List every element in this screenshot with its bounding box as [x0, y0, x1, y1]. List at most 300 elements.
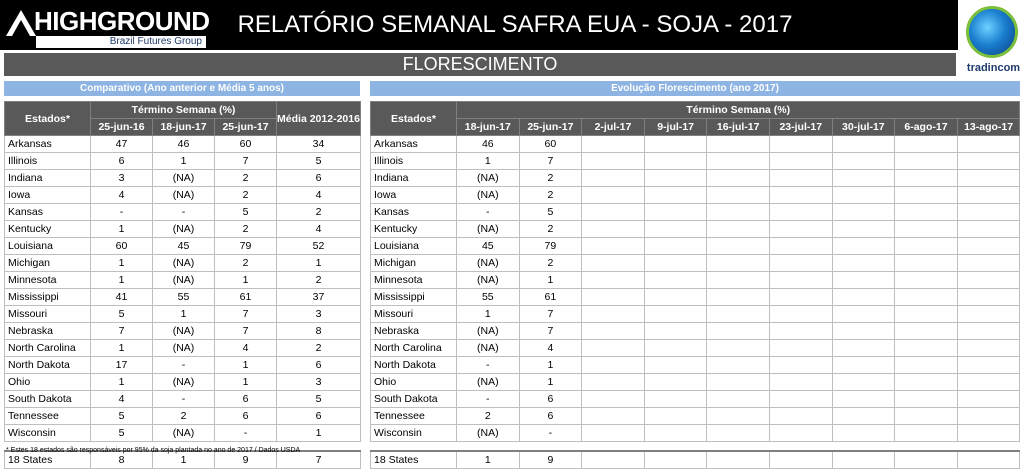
value-cell — [582, 408, 645, 425]
value-cell: 9 — [519, 451, 582, 469]
value-cell: (NA) — [457, 340, 520, 357]
value-cell: 5 — [91, 306, 153, 323]
value-cell: 61 — [215, 289, 277, 306]
value-cell: 1 — [457, 451, 520, 469]
value-cell — [832, 204, 895, 221]
value-cell: 3 — [277, 374, 361, 391]
right-table-band: Evolução Florescimento (ano 2017) — [370, 81, 1020, 96]
table-row — [371, 425, 1020, 442]
value-cell — [769, 272, 832, 289]
state-name: Ohio — [5, 374, 91, 391]
col-header-estados: Estados* — [5, 102, 91, 136]
table-row — [371, 238, 1020, 255]
table-row — [371, 153, 1020, 170]
value-cell: 5 — [519, 204, 582, 221]
state-name: Mississippi — [371, 289, 457, 306]
value-cell: 7 — [91, 323, 153, 340]
value-cell: (NA) — [153, 374, 215, 391]
value-cell — [707, 451, 770, 469]
value-cell — [582, 238, 645, 255]
value-cell — [895, 170, 958, 187]
table-row — [5, 153, 361, 170]
value-cell — [957, 187, 1020, 204]
value-cell — [582, 374, 645, 391]
value-cell — [644, 136, 707, 153]
value-cell — [644, 255, 707, 272]
date-header: 30-jul-17 — [832, 119, 895, 136]
value-cell: - — [457, 204, 520, 221]
value-cell: 17 — [91, 357, 153, 374]
state-name: Missouri — [371, 306, 457, 323]
table-row — [5, 357, 361, 374]
state-name: Arkansas — [5, 136, 91, 153]
table-row — [5, 221, 361, 238]
value-cell — [644, 340, 707, 357]
value-cell: 2 — [215, 221, 277, 238]
table-row — [371, 136, 1020, 153]
value-cell: (NA) — [457, 221, 520, 238]
value-cell — [895, 289, 958, 306]
value-cell — [895, 425, 958, 442]
value-cell — [582, 306, 645, 323]
value-cell — [644, 204, 707, 221]
state-name: North Dakota — [5, 357, 91, 374]
value-cell — [707, 374, 770, 391]
value-cell — [644, 170, 707, 187]
value-cell — [832, 221, 895, 238]
value-cell: 55 — [153, 289, 215, 306]
value-cell: 4 — [277, 221, 361, 238]
value-cell — [769, 221, 832, 238]
value-cell — [769, 391, 832, 408]
table-row — [5, 238, 361, 255]
state-name: Michigan — [371, 255, 457, 272]
value-cell: - — [519, 425, 582, 442]
value-cell — [644, 187, 707, 204]
value-cell: 34 — [277, 136, 361, 153]
value-cell: 2 — [153, 408, 215, 425]
value-cell — [644, 238, 707, 255]
value-cell — [895, 340, 958, 357]
value-cell — [644, 323, 707, 340]
value-cell — [582, 187, 645, 204]
value-cell: 1 — [519, 374, 582, 391]
spacer-row — [371, 442, 1020, 452]
table-row — [371, 391, 1020, 408]
state-name: Indiana — [5, 170, 91, 187]
date-header: 23-jul-17 — [769, 119, 832, 136]
value-cell: 2 — [215, 255, 277, 272]
value-cell: 1 — [277, 425, 361, 442]
value-cell: 1 — [153, 306, 215, 323]
value-cell: 7 — [215, 306, 277, 323]
table-row — [5, 136, 361, 153]
col-header-estados: Estados* — [371, 102, 457, 136]
value-cell — [769, 323, 832, 340]
value-cell — [769, 187, 832, 204]
value-cell: 5 — [277, 391, 361, 408]
evolution-table — [370, 101, 1020, 469]
state-name: South Dakota — [371, 391, 457, 408]
value-cell: 60 — [91, 238, 153, 255]
value-cell: 6 — [91, 153, 153, 170]
value-cell: 1 — [519, 272, 582, 289]
value-cell — [895, 255, 958, 272]
value-cell — [895, 306, 958, 323]
table-row — [5, 374, 361, 391]
value-cell: 5 — [91, 425, 153, 442]
state-name: South Dakota — [5, 391, 91, 408]
state-name: Kentucky — [371, 221, 457, 238]
value-cell: (NA) — [153, 323, 215, 340]
mountain-icon — [6, 8, 36, 36]
value-cell: 6 — [277, 357, 361, 374]
value-cell — [769, 153, 832, 170]
value-cell: 4 — [277, 187, 361, 204]
value-cell: 2 — [457, 408, 520, 425]
value-cell: 7 — [215, 153, 277, 170]
table-row — [371, 204, 1020, 221]
value-cell: 4 — [519, 340, 582, 357]
value-cell — [832, 238, 895, 255]
value-cell — [832, 289, 895, 306]
value-cell: 1 — [91, 272, 153, 289]
value-cell: 60 — [519, 136, 582, 153]
value-cell: 79 — [519, 238, 582, 255]
value-cell — [895, 357, 958, 374]
value-cell: (NA) — [153, 221, 215, 238]
value-cell — [707, 357, 770, 374]
value-cell — [957, 255, 1020, 272]
value-cell — [895, 136, 958, 153]
table-row — [371, 289, 1020, 306]
value-cell — [644, 451, 707, 469]
value-cell: 2 — [277, 272, 361, 289]
table-row — [371, 408, 1020, 425]
value-cell — [707, 187, 770, 204]
value-cell: (NA) — [153, 425, 215, 442]
value-cell: 4 — [91, 187, 153, 204]
state-name: North Carolina — [5, 340, 91, 357]
title-bar — [0, 0, 958, 50]
value-cell — [957, 374, 1020, 391]
highground-logo — [6, 6, 210, 47]
value-cell: 37 — [277, 289, 361, 306]
value-cell — [832, 340, 895, 357]
value-cell: 1 — [215, 374, 277, 391]
value-cell: 7 — [519, 306, 582, 323]
value-cell: (NA) — [153, 255, 215, 272]
value-cell: 4 — [215, 340, 277, 357]
state-name: Nebraska — [5, 323, 91, 340]
table-row — [371, 255, 1020, 272]
value-cell: 1 — [215, 272, 277, 289]
date-header: 25-jun-17 — [519, 119, 582, 136]
value-cell — [644, 425, 707, 442]
value-cell: - — [153, 204, 215, 221]
value-cell: (NA) — [457, 323, 520, 340]
state-name: Iowa — [371, 187, 457, 204]
value-cell — [957, 340, 1020, 357]
value-cell — [895, 391, 958, 408]
state-name: Kansas — [5, 204, 91, 221]
state-name: Tennessee — [371, 408, 457, 425]
value-cell: 5 — [215, 204, 277, 221]
col-header-media: Média 2012-2016 — [277, 102, 361, 136]
table-row — [371, 357, 1020, 374]
state-name: Missouri — [5, 306, 91, 323]
value-cell: (NA) — [457, 374, 520, 391]
value-cell: (NA) — [457, 272, 520, 289]
table-row — [5, 391, 361, 408]
value-cell: 6 — [277, 170, 361, 187]
value-cell — [957, 170, 1020, 187]
value-cell — [769, 306, 832, 323]
value-cell: 7 — [519, 323, 582, 340]
value-cell: 45 — [153, 238, 215, 255]
value-cell — [957, 289, 1020, 306]
date-header: 25-jun-16 — [91, 119, 153, 136]
value-cell — [707, 153, 770, 170]
value-cell — [957, 391, 1020, 408]
value-cell — [957, 323, 1020, 340]
table-row — [371, 187, 1020, 204]
value-cell: 45 — [457, 238, 520, 255]
value-cell — [895, 451, 958, 469]
value-cell: 1 — [153, 153, 215, 170]
value-cell: 5 — [91, 408, 153, 425]
value-cell — [582, 451, 645, 469]
value-cell — [582, 153, 645, 170]
value-cell: 2 — [519, 255, 582, 272]
value-cell: 3 — [277, 306, 361, 323]
value-cell — [769, 451, 832, 469]
comparison-table — [4, 101, 361, 469]
value-cell — [644, 391, 707, 408]
tradincom-logo — [958, 0, 1029, 80]
value-cell: 46 — [153, 136, 215, 153]
value-cell: 1 — [215, 357, 277, 374]
value-cell: 46 — [457, 136, 520, 153]
value-cell — [769, 204, 832, 221]
value-cell — [707, 340, 770, 357]
value-cell: 8 — [91, 451, 153, 469]
value-cell: 61 — [519, 289, 582, 306]
col-header-termino: Término Semana (%) — [91, 102, 277, 119]
value-cell — [832, 136, 895, 153]
value-cell: (NA) — [153, 170, 215, 187]
value-cell: 7 — [519, 153, 582, 170]
value-cell — [644, 289, 707, 306]
footnote: * Estes 18 estados são responsáveis por 95% da soja plantada no ano de 2017 / Dados USDA — [6, 447, 301, 454]
state-name: Ohio — [371, 374, 457, 391]
value-cell — [582, 170, 645, 187]
value-cell — [832, 374, 895, 391]
date-header: 16-jul-17 — [707, 119, 770, 136]
value-cell: (NA) — [457, 170, 520, 187]
value-cell — [644, 221, 707, 238]
table-row — [5, 425, 361, 442]
state-name: Iowa — [5, 187, 91, 204]
state-name: Wisconsin — [371, 425, 457, 442]
table-row — [371, 374, 1020, 391]
value-cell: 52 — [277, 238, 361, 255]
value-cell — [707, 238, 770, 255]
value-cell — [895, 272, 958, 289]
value-cell: 3 — [91, 170, 153, 187]
value-cell: 1 — [91, 221, 153, 238]
state-name: 18 States — [5, 451, 91, 469]
value-cell: 1 — [91, 374, 153, 391]
value-cell: - — [153, 391, 215, 408]
value-cell — [895, 408, 958, 425]
state-name: Illinois — [371, 153, 457, 170]
col-header-termino: Término Semana (%) — [457, 102, 1020, 119]
state-name: Indiana — [371, 170, 457, 187]
value-cell — [769, 425, 832, 442]
value-cell — [957, 204, 1020, 221]
value-cell: 2 — [277, 204, 361, 221]
value-cell — [769, 374, 832, 391]
state-name: Wisconsin — [5, 425, 91, 442]
value-cell: 41 — [91, 289, 153, 306]
value-cell: 1 — [153, 451, 215, 469]
value-cell: 8 — [277, 323, 361, 340]
value-cell — [582, 425, 645, 442]
state-name: Arkansas — [371, 136, 457, 153]
value-cell — [707, 306, 770, 323]
date-header: 13-ago-17 — [957, 119, 1020, 136]
value-cell — [832, 306, 895, 323]
value-cell — [582, 340, 645, 357]
value-cell — [582, 272, 645, 289]
value-cell — [582, 255, 645, 272]
value-cell — [769, 340, 832, 357]
state-name: Kansas — [371, 204, 457, 221]
date-header: 18-jun-17 — [457, 119, 520, 136]
value-cell — [832, 170, 895, 187]
value-cell — [644, 357, 707, 374]
table-row — [5, 306, 361, 323]
date-header: 25-jun-17 — [215, 119, 277, 136]
state-name: Louisiana — [5, 238, 91, 255]
state-name: North Carolina — [371, 340, 457, 357]
value-cell: (NA) — [457, 187, 520, 204]
value-cell: 6 — [519, 391, 582, 408]
value-cell: 1 — [457, 153, 520, 170]
value-cell: - — [153, 357, 215, 374]
date-header: 6-ago-17 — [895, 119, 958, 136]
value-cell: 9 — [215, 451, 277, 469]
table-row — [5, 323, 361, 340]
value-cell — [957, 425, 1020, 442]
value-cell — [769, 357, 832, 374]
value-cell — [832, 323, 895, 340]
value-cell — [582, 323, 645, 340]
value-cell: 55 — [457, 289, 520, 306]
value-cell — [707, 221, 770, 238]
value-cell — [769, 170, 832, 187]
value-cell: 6 — [215, 391, 277, 408]
value-cell: 1 — [91, 255, 153, 272]
logo-main-text: HIGHGROUND — [34, 6, 210, 36]
report-title: RELATÓRIO SEMANAL SAFRA EUA - SOJA - 2017 — [237, 11, 793, 38]
value-cell — [582, 221, 645, 238]
table-row — [5, 272, 361, 289]
value-cell — [957, 451, 1020, 469]
value-cell: 2 — [277, 340, 361, 357]
value-cell: - — [457, 357, 520, 374]
value-cell — [644, 272, 707, 289]
state-name: Nebraska — [371, 323, 457, 340]
state-name: Tennessee — [5, 408, 91, 425]
value-cell: 6 — [215, 408, 277, 425]
value-cell — [957, 136, 1020, 153]
value-cell: (NA) — [153, 272, 215, 289]
value-cell — [957, 238, 1020, 255]
globe-icon — [966, 6, 1018, 58]
date-header: 2-jul-17 — [582, 119, 645, 136]
value-cell — [957, 272, 1020, 289]
table-row — [371, 306, 1020, 323]
value-cell: 1 — [91, 340, 153, 357]
value-cell — [707, 391, 770, 408]
value-cell — [832, 425, 895, 442]
value-cell — [769, 136, 832, 153]
value-cell — [582, 136, 645, 153]
tradincom-logo-text: tradincom — [966, 62, 1021, 74]
value-cell: 1 — [457, 306, 520, 323]
value-cell — [895, 374, 958, 391]
value-cell — [582, 204, 645, 221]
value-cell: 7 — [215, 323, 277, 340]
table-row — [5, 187, 361, 204]
value-cell — [707, 272, 770, 289]
value-cell: 60 — [215, 136, 277, 153]
value-cell: 2 — [215, 170, 277, 187]
value-cell — [769, 289, 832, 306]
value-cell: 4 — [91, 391, 153, 408]
value-cell — [707, 425, 770, 442]
table-row — [5, 255, 361, 272]
value-cell: 79 — [215, 238, 277, 255]
state-name: Minnesota — [5, 272, 91, 289]
value-cell — [895, 187, 958, 204]
value-cell — [957, 221, 1020, 238]
value-cell — [707, 255, 770, 272]
state-name: 18 States — [371, 451, 457, 469]
state-name: Michigan — [5, 255, 91, 272]
state-name: Kentucky — [5, 221, 91, 238]
value-cell — [957, 357, 1020, 374]
value-cell — [832, 153, 895, 170]
value-cell: 2 — [519, 221, 582, 238]
value-cell: 2 — [519, 187, 582, 204]
value-cell: (NA) — [153, 187, 215, 204]
state-name: Louisiana — [371, 238, 457, 255]
value-cell: (NA) — [457, 425, 520, 442]
value-cell — [707, 289, 770, 306]
table-row — [5, 340, 361, 357]
value-cell: 1 — [519, 357, 582, 374]
value-cell: 2 — [215, 187, 277, 204]
value-cell: 6 — [277, 408, 361, 425]
logo-sub-text: Brazil Futures Group — [36, 36, 206, 48]
table-row — [5, 204, 361, 221]
value-cell — [707, 408, 770, 425]
value-cell: (NA) — [153, 340, 215, 357]
value-cell — [895, 204, 958, 221]
